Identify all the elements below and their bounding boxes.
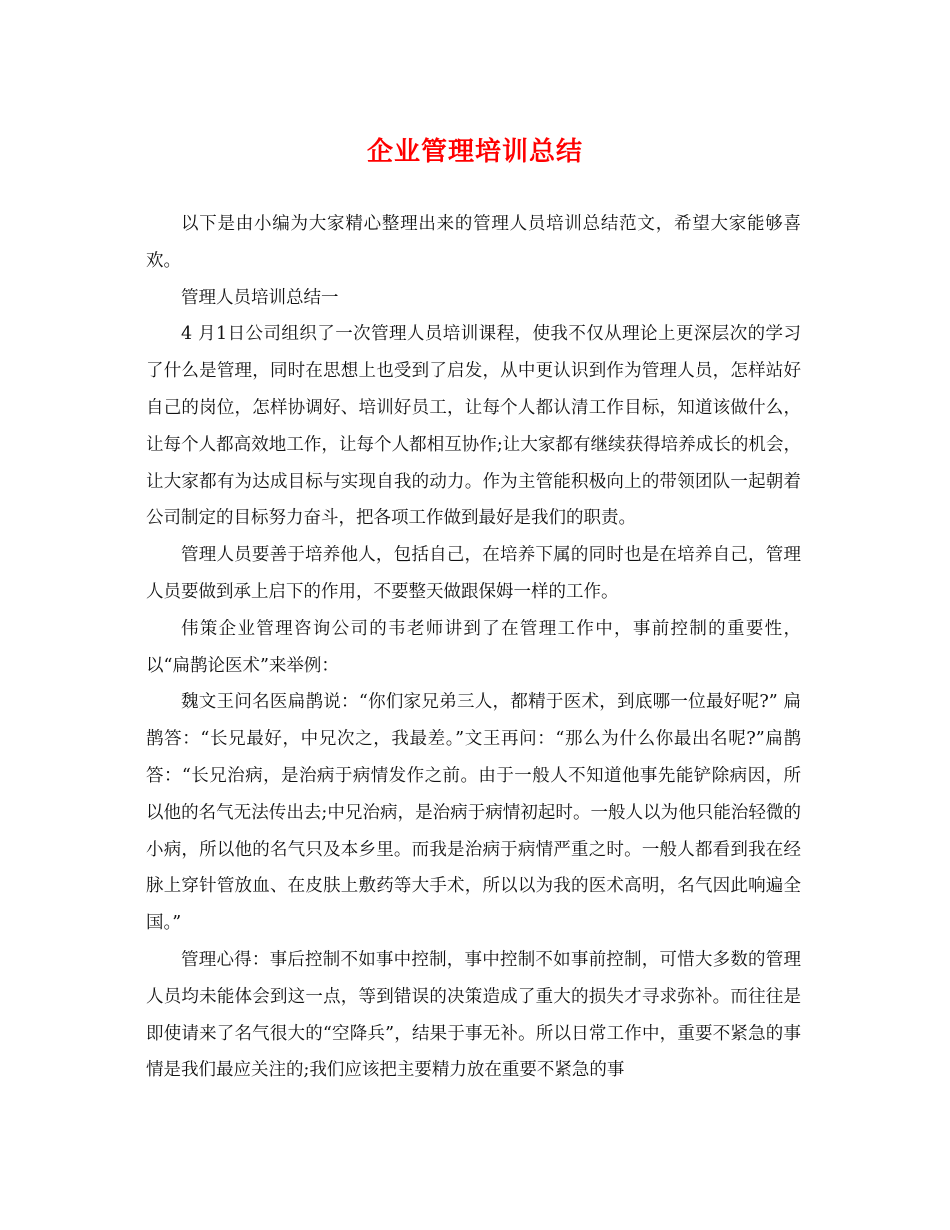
document-title: 企业管理培训总结	[366, 137, 583, 167]
paragraph-insight: 管理心得：事后控制不如事中控制，事中控制不如事前控制，可惜大多数的管理人员均未能体会到这一点，等到错误的决策造成了重大的损失才寻求弥补。而往往是即使请来了名气很大的“空降兵”，结果于事无补。所以日常工作中，重要不紧急的事情是我们最应关注的;我们应该把主要精力放在重要不紧急的事	[146, 949, 801, 1081]
paragraph-training: 4 月1日公司组织了一次管理人员培训课程，使我不仅从理论上更深层次的学习了什么是管理，同时在思想上也受到了启发，从中更认识到作为管理人员，怎样站好自己的岗位，怎样协调好、培训好员工，让每个人都认清工作目标，知道该做什么，让每个人都高效地工作，让每个人都相互协作;让大家都有继续获得培养成长的机会，让大家都有为达成目标与实现自我的动力。作为主管能积极向上的带领团队一起朝着公司制定的目标努力奋斗，把各项工作做到最好是我们的职责。	[146, 324, 801, 529]
paragraph-cultivate: 管理人员要善于培养他人，包括自己，在培养下属的同时也是在培养自己，管理人员要做到承上启下的作用，不要整天做跟保姆一样的工作。	[146, 545, 801, 602]
paragraph-story: 魏文王问名医扁鹊说：“你们家兄弟三人，都精于医术，到底哪一位最好呢?” 扁鹊答：“长兄最好，中兄次之，我最差。”文王再问：“那么为什么你最出名呢?”扁鹊答：“长兄治病，是治病于病情发作之前。由于一般人不知道他事先能铲除病因，所以他的名气无法传出去;中兄治病，是治病于病情初起时。一般人以为他只能治轻微的小病，所以他的名气只及本乡里。而我是治病于病情严重之时。一般人都看到我在经脉上穿针管放血、在皮肤上敷药等大手术，所以以为我的医术高明，名气因此响遍全国。”	[146, 692, 801, 934]
paragraph-teacher: 伟策企业管理咨询公司的韦老师讲到了在管理工作中，事前控制的重要性，以“扁鹊论医术”来举例：	[146, 618, 801, 676]
section-heading: 管理人员培训总结一	[181, 287, 339, 308]
document-body	[146, 206, 801, 1089]
paragraph-intro: 以下是由小编为大家精心整理出来的管理人员培训总结范文，希望大家能够喜欢。	[146, 214, 801, 271]
